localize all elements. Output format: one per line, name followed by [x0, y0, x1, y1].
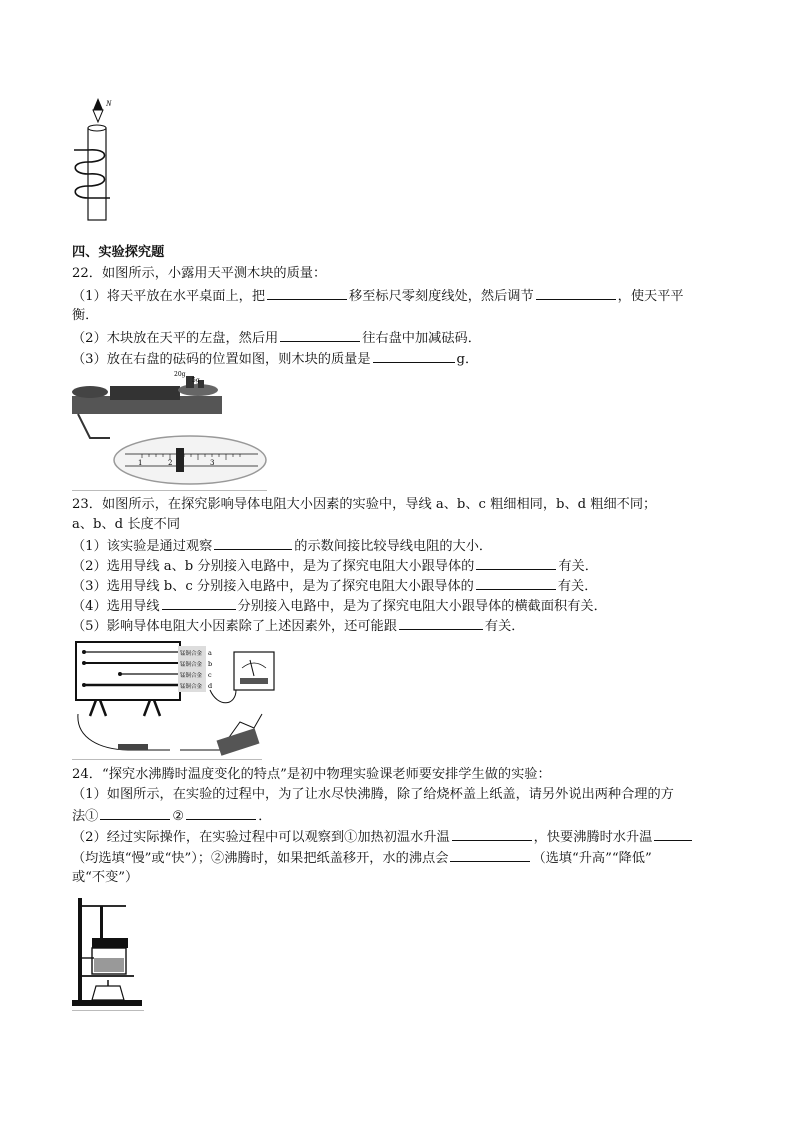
wire-label-a: 锰铜合金: [180, 651, 203, 657]
balance-figure: [70, 368, 270, 486]
q24-blank-5[interactable]: [450, 848, 530, 862]
q24-part2-end: 或“不变”）: [72, 870, 139, 885]
q22-part2: （2）木块放在天平的左盘，然后用 往右盘中加减砝码．: [72, 328, 481, 348]
wire-letter-b: b: [208, 660, 213, 668]
q24-part1-cont: 法① ② ．: [72, 806, 271, 826]
q22-blank-1[interactable]: [267, 286, 347, 300]
divider-q22: [72, 490, 267, 491]
divider-q23: [72, 759, 262, 760]
wire-label-c: 锰铜合金: [180, 673, 203, 679]
section-title: 四、实验探究题: [72, 245, 165, 260]
q24-blank-2[interactable]: [186, 806, 256, 820]
q23-blank-1[interactable]: [214, 536, 292, 550]
q23-blank-2[interactable]: [476, 556, 556, 570]
compass-needle-south: [93, 110, 103, 122]
wire-letter-c: c: [208, 671, 212, 679]
divider-q24: [72, 1010, 144, 1011]
q24-part2-cont: （均选填“慢”或“快”）；②沸腾时，如果把纸盖移开，水的沸点会 （选填“升高”“降低”: [72, 848, 652, 868]
weight-5g: 5g: [192, 377, 200, 384]
q24-intro: 24．“探究水沸腾时温度变化的特点”是初中物理实验课老师要安排学生做的实验：: [72, 767, 551, 782]
q24-blank-3[interactable]: [452, 827, 532, 841]
scale-tick-2: 2: [168, 459, 173, 467]
q23-part3: （3）选用导线 b、c 分别接入电路中，是为了探究电阻大小跟导体的 有关．: [72, 576, 597, 596]
wire-letter-d: d: [208, 682, 213, 690]
q23-part2: （2）选用导线 a、b 分别接入电路中，是为了探究电阻大小跟导体的 有关．: [72, 556, 598, 576]
q24-part1: （1）如图所示，在实验的过程中，为了让水尽快沸腾，除了给烧杯盖上纸盖，请另外说出两种合理的方: [72, 787, 674, 802]
wire-label-d: 锰铜合金: [180, 684, 203, 690]
ammeter: [234, 652, 274, 690]
wire-label-b: 锰铜合金: [180, 662, 203, 668]
q22-part1-cont: 衡．: [72, 308, 99, 323]
q22-part3: （3）放在右盘的砝码的位置如图，则木块的质量是 g．: [72, 349, 478, 369]
q24-part2: （2）经过实际操作，在实验过程中可以观察到①加热初温水升温 ，快要沸腾时水升温: [72, 827, 694, 847]
q23-intro-2: a、b、d 长度不同: [72, 517, 181, 532]
compass-solenoid-figure: [70, 96, 130, 226]
scale-tick-3: 3: [210, 459, 215, 467]
q24-blank-4[interactable]: [654, 827, 692, 841]
q22-part1: （1）将天平放在水平桌面上，把 移至标尺零刻度线处，然后调节 ，使天平平: [72, 286, 684, 306]
q23-part4: （4）选用导线 分别接入电路中，是为了探究电阻大小跟导体的横截面积有关．: [72, 596, 607, 616]
q23-blank-4[interactable]: [162, 596, 236, 610]
q22-blank-4[interactable]: [373, 349, 455, 363]
alcohol-lamp: [92, 986, 124, 1000]
beaker-cover: [92, 938, 128, 948]
q23-part1: （1）该实验是通过观察 的示数间接比较导线电阻的大小．: [72, 536, 492, 556]
q22-blank-2[interactable]: [536, 286, 616, 300]
q23-part5: （5）影响导体电阻大小因素除了上述因素外，还可能跟 有关．: [72, 616, 524, 636]
scale-tick-1: 1: [138, 459, 143, 467]
weight-20g: 20g: [174, 371, 186, 378]
q23-blank-5[interactable]: [399, 616, 483, 630]
wire-letter-a: a: [208, 649, 212, 657]
scale-zoom: [114, 436, 266, 484]
battery-holder: [217, 728, 260, 756]
q23-intro-1: 23．如图所示，在探究影响导体电阻大小因素的实验中，导线 a、b、c 粗细相同，b、d 粗细不同；: [72, 497, 657, 512]
q24-blank-1[interactable]: [100, 806, 170, 820]
compass-north-label: N: [106, 99, 112, 108]
circuit-figure: [70, 638, 280, 758]
q22-blank-3[interactable]: [280, 328, 360, 342]
left-pan: [72, 386, 108, 398]
wire-board: [76, 642, 180, 700]
rider: [176, 448, 184, 472]
q23-blank-3[interactable]: [476, 576, 556, 590]
q22-intro: 22．如图所示，小露用天平测木块的质量：: [72, 266, 327, 281]
switch: [118, 744, 148, 750]
boiling-apparatus-figure: [70, 890, 150, 1012]
